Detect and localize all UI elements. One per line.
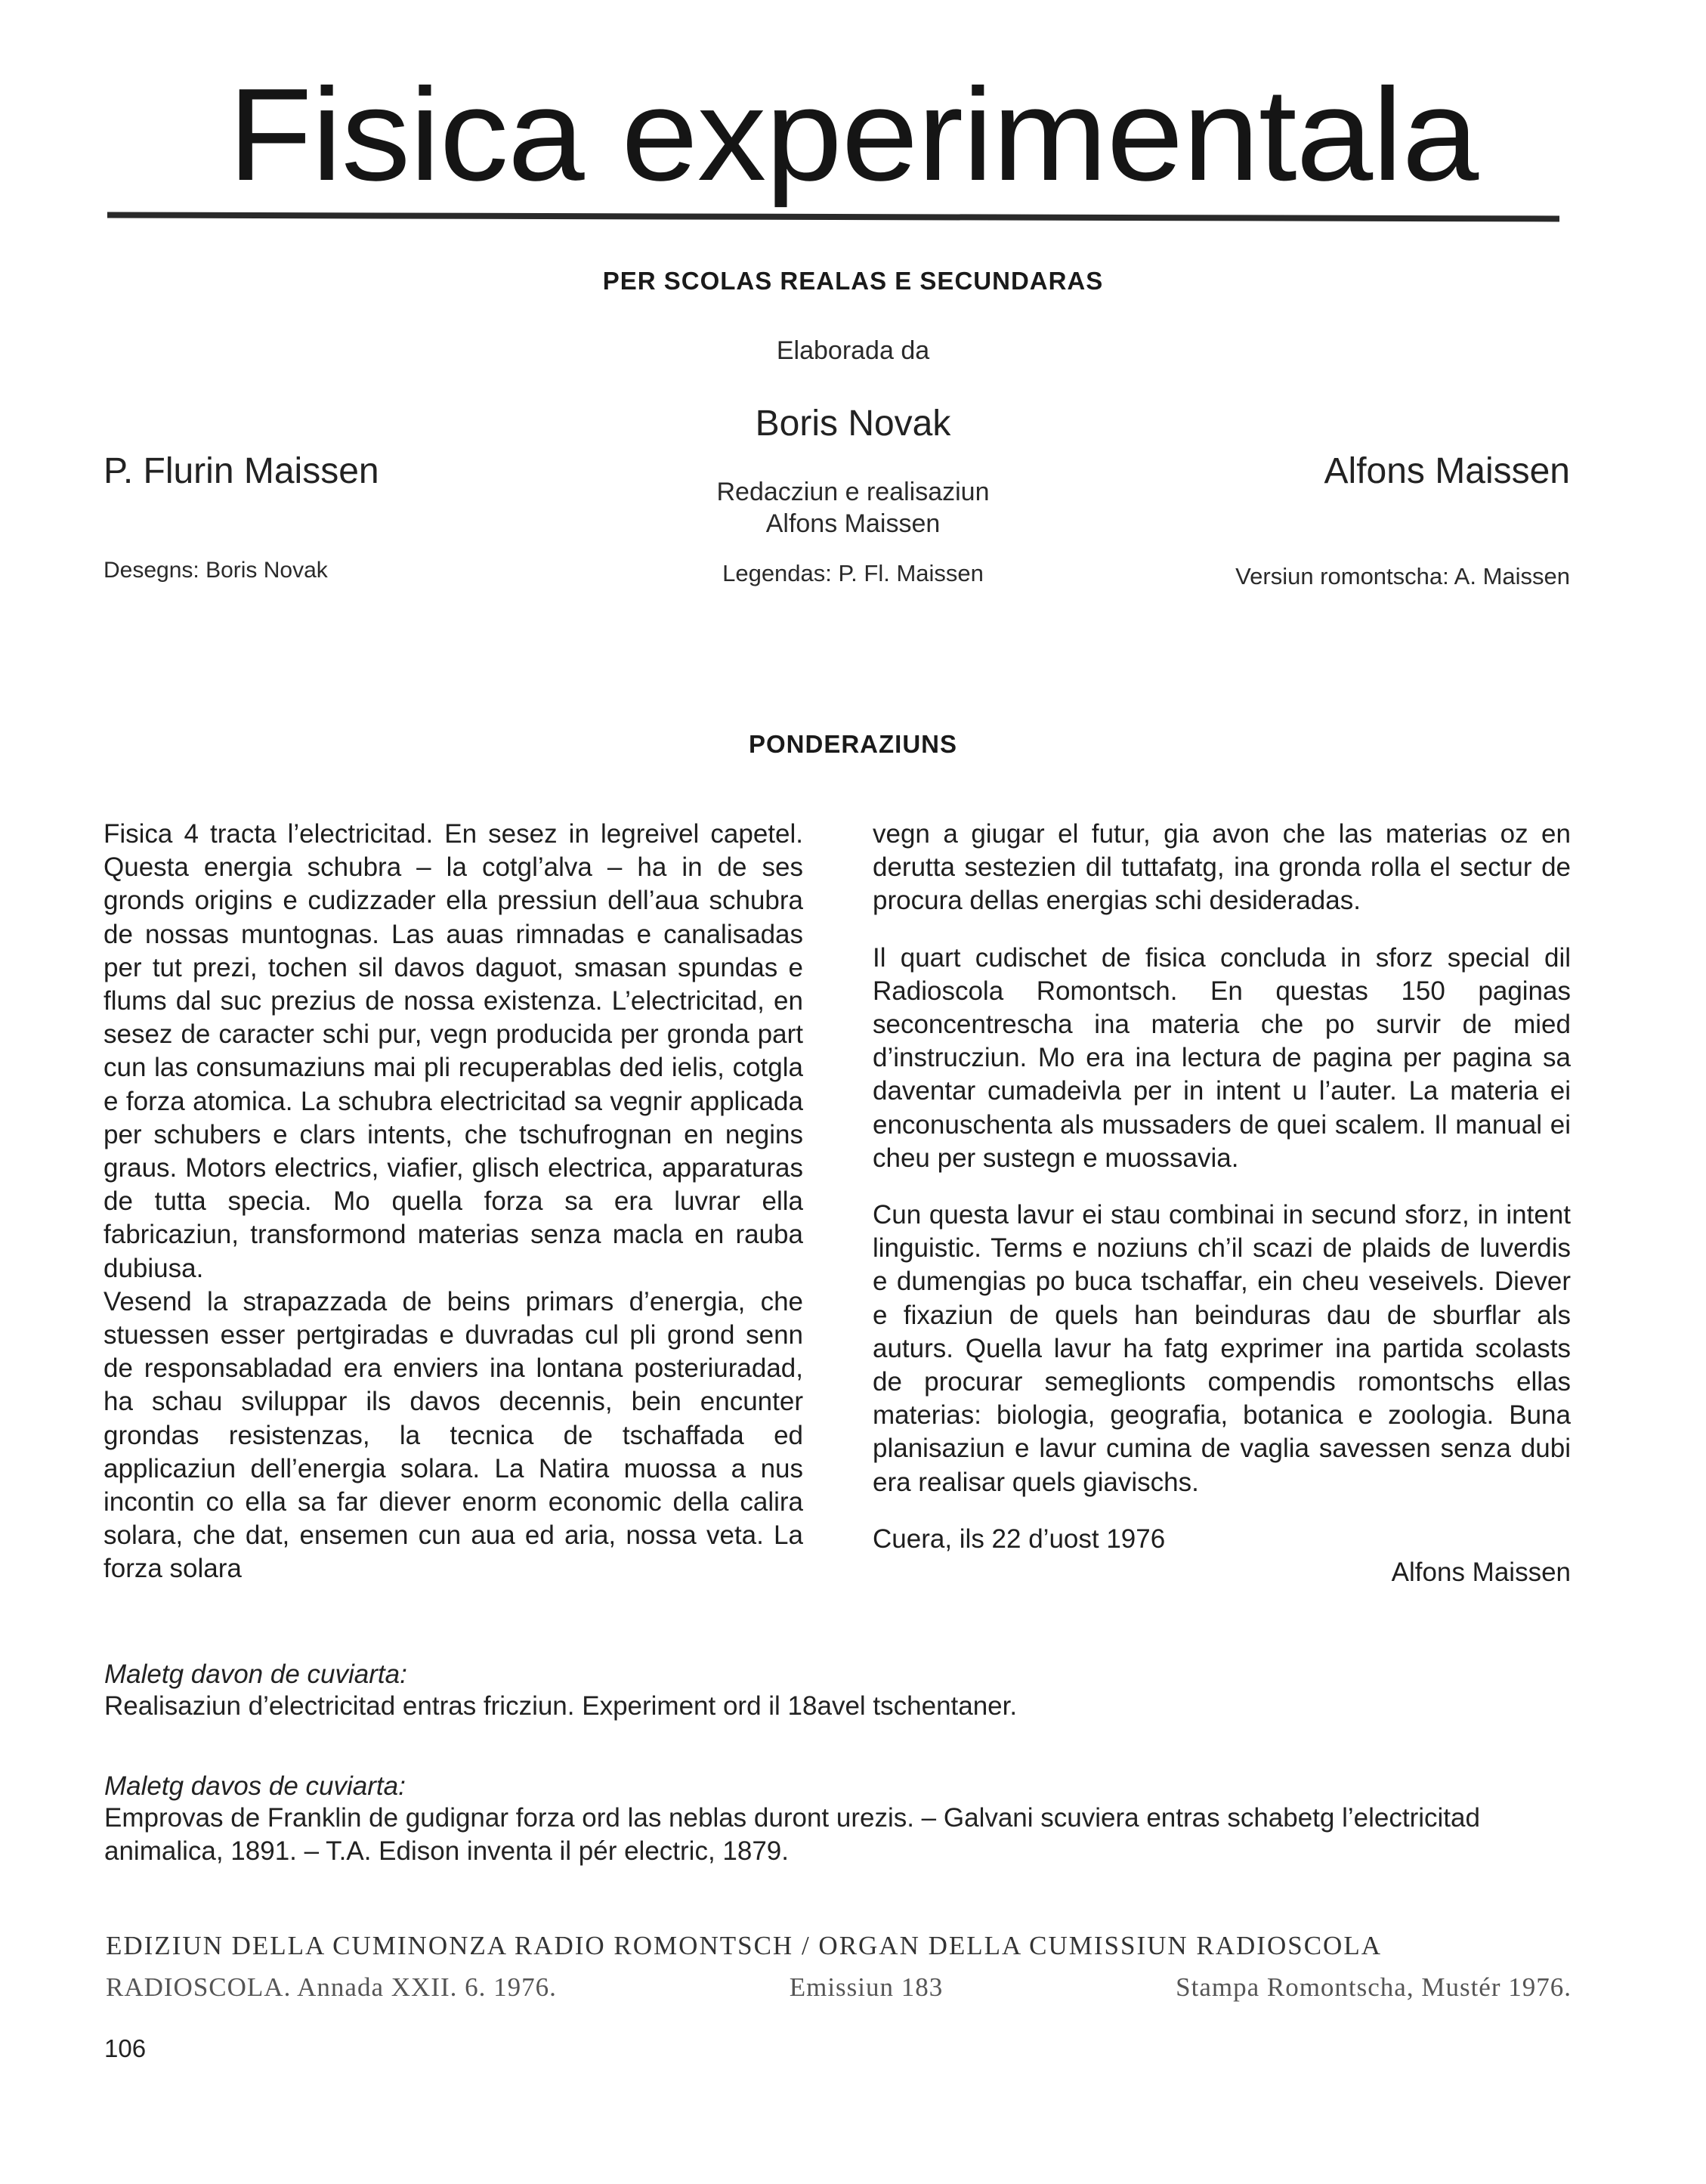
- publication-info: RADIOSCOLA. Annada XXII. 6. 1976.: [106, 1972, 557, 2002]
- paragraph: Cun questa lavur ei stau combinai in secund sforz, in intent linguistic. Terms e noziuns ch’il scazi de plaids de luverdis e dumengias po buca tschaffar, ein cheu veseivels. Diever e fixaziun de quels han beinduras dau de sburflar als auturs. Quella lavur ha fatg exprimer ina partida scolasts de procurar semeglionts compendis romontschs ellas materias: biologia, geografia, botanica e zoologia. Buna planisaziun e lavur cumina de vaglia savessen senza dubi era realisar quels giavischs.: [873, 1200, 1571, 1497]
- title-rule-divider: [107, 212, 1559, 221]
- text-column-left: [104, 818, 803, 1586]
- author-center-name: Boris Novak: [755, 404, 951, 444]
- legends-credit: Legendas: P. Fl. Maissen: [722, 560, 984, 586]
- caption-label: Maletg davos de cuviarta:: [104, 1771, 406, 1801]
- editor-name: Alfons Maissen: [765, 509, 941, 538]
- place-date: Cuera, ils 22 d’uost 1976: [873, 1524, 1166, 1554]
- caption-text: Emprovas de Franklin de gudignar forza ord las neblas duront urezis. – Galvani scuviera entras schabetg l’electricitad animalica, 1891. – T.A. Edison inventa il pér electric, 1879.: [104, 1803, 1480, 1866]
- drawings-credit: Desegns: Boris Novak: [104, 558, 328, 583]
- signature: Alfons Maissen: [1391, 1558, 1571, 1588]
- footer-publisher-line: EDIZIUN DELLA CUMINONZA RADIO ROMONTSCH / ORGAN DELLA CUMISSIUN RADIOSCOLA: [106, 1931, 1382, 1960]
- caption-label: Maletg davon de cuviarta:: [104, 1660, 407, 1689]
- text-column-right: [873, 818, 1571, 1589]
- front-cover-caption: [104, 1660, 1615, 1723]
- section-heading: PONDERAZIUNS: [748, 730, 958, 758]
- issue-info: Emissiun 183: [789, 1972, 944, 2002]
- translation-credit: Versiun romontscha: A. Maissen: [1235, 563, 1570, 589]
- footer-imprint-line: [106, 1972, 1572, 2003]
- paragraph: Fisica 4 tracta l’electricitad. En sesez in legreivel capetel. Questa energia schubra – la cotgl’alva – ha in de ses gronds origins e cudizzader ella pressiun dell’aua schubra de nossas muntognas. Las auas rimnadas e canalisadas per tut prezi, tochen sil davos daguot, smasan spundas e flums dal suc prezius de nossa existenza. L’electricitad, en sesez de caracter schi pur, vegn producida per gronda part cun las consumaziuns mai pli recuperablas ded ielis, cotgla e forza atomica. La schubra electricitad sa vegnir applicada per schubers e clars intents, che tschufrognan en negins graus. Motors electrics, viafier, glisch electrica, apparaturas de tutta specia. Mo quella forza sa era luvrar ella fabricaziun, transformond materias senza macla en rauba dubiusa.: [104, 819, 803, 1283]
- editor-credit: [0, 476, 1706, 540]
- elaborated-by-label: Elaborada da: [776, 336, 930, 365]
- caption-text: Realisaziun d’electricitad entras fricziun. Experiment ord il 18avel tschentaner.: [104, 1691, 1018, 1721]
- editor-role: Redacziun e realisaziun: [716, 478, 990, 506]
- back-cover-caption: [104, 1771, 1585, 1868]
- author-right-name: Alfons Maissen: [1324, 451, 1570, 491]
- paragraph: Il quart cudischet de fisica concluda in sforz special dil Radioscola Romontsch. En questas 150 paginas seconcentrescha ina materia che po survir de mied d’instrucziun. Mo era ina lectura de pagina per pagina sa daventar cumadeivla per in intent u l’auter. La materia ei enconuschenta als mussaders de quei scalem. Il manual ei cheu per sustegn e muossavia.: [873, 942, 1571, 1173]
- printer-info: Stampa Romontscha, Mustér 1976.: [1176, 1972, 1572, 2002]
- paragraph: Vesend la strapazzada de beins primars d’energia, che stuessen esser pertgiradas e duvradas cul pli grond senn de responsabladad era enviers ina lontana posteriuradad, ha schau sviluppar ils davos decennis, bein encunter grondas resistenzas, la tecnica de tschaffada ed applicaziun dell’energia solara. La Natira muossa a nus incontin co ella sa far diever enorm economic della calira solara, che dat, ensemen cun aua ed aria, nossa veta. La forza solara: [104, 1286, 803, 1584]
- author-left-name: P. Flurin Maissen: [104, 451, 379, 491]
- paragraph: vegn a giugar el futur, gia avon che las materias oz en derutta sestezien dil tuttafatg, ina gronda rolla el sectur de procura dellas energias schi desideradas.: [873, 819, 1571, 916]
- page-number: 106: [104, 2034, 147, 2062]
- document-title: Fisica experimentala: [227, 60, 1479, 208]
- document-subtitle: PER SCOLAS REALAS E SECUNDARAS: [602, 267, 1104, 295]
